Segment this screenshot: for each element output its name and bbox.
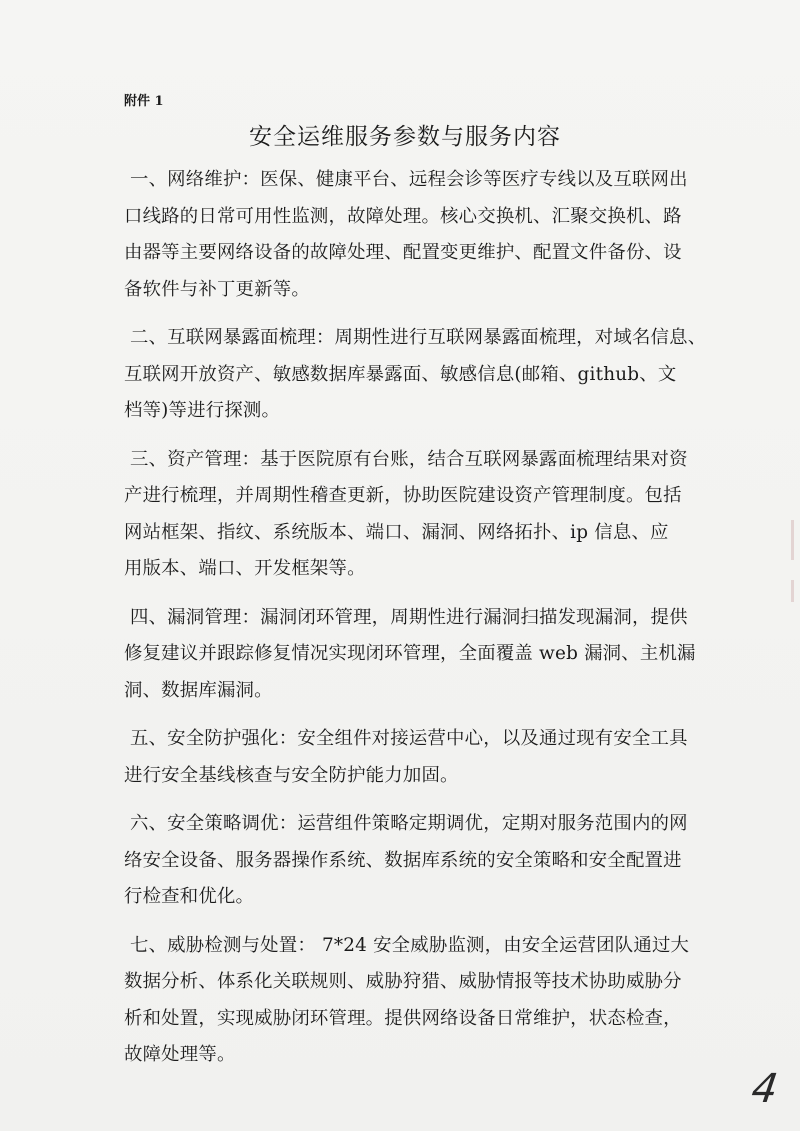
paragraph-line: 六、安全策略调优：运营组件策略定期调优，定期对服务范围内的网 [130,813,688,834]
paragraph-line: 档等)等进行探测。 [124,400,281,421]
paragraph-line: 口线路的日常可用性监测，故障处理。核心交换机、汇聚交换机、路 [124,205,682,227]
paragraph-line: 行检查和优化。 [124,886,255,907]
paragraph-line: 故障处理等。 [124,1044,236,1065]
paragraph-line: 洞、数据库漏洞。 [124,679,273,701]
paragraph-line: 进行安全基线核查与安全防护能力加固。 [124,764,459,786]
paragraph-line: 备软件与补丁更新等。 [124,278,310,300]
paragraph-line: 四、漏洞管理：漏洞闭环管理，周期性进行漏洞扫描发现漏洞，提供 [130,606,688,628]
section-exposure-surface [124,320,707,430]
section-policy-tuning [124,806,700,916]
paragraph-line: 产进行梳理，并周期性稽查更新，协助医院建设资产管理制度。包括 [124,485,682,506]
attachment-label: 附件 1 [124,94,164,109]
section-asset-management [124,442,700,588]
paragraph-line: 互联网开放资产、敏感数据库暴露面、敏感信息(邮箱、github、文 [124,363,677,385]
paragraph-line: 五、安全防护强化：安全组件对接运营中心，以及通过现有安全工具 [130,728,688,749]
paragraph-line: 络安全设备、服务器操作系统、数据库系统的安全策略和安全配置进 [124,849,682,871]
section-vulnerability-management [124,600,700,710]
handwritten-page-number: 4 [748,1066,781,1112]
paragraph-line: 七、威胁检测与处置： 7*24 安全威胁监测，由安全运营团队通过大 [130,934,690,956]
paragraph-line: 由器等主要网络设备的故障处理、配置变更维护、配置文件备份、设 [124,242,682,263]
section-threat-detection [124,928,700,1074]
paragraph-line: 修复建议并跟踪修复情况实现闭环管理，全面覆盖 web 漏洞、主机漏 [124,643,696,664]
paragraph-line: 三、资产管理：基于医院原有台账，结合互联网暴露面梳理结果对资 [130,448,688,470]
document-title: 安全运维服务参数与服务内容 [249,124,561,150]
section-security-hardening [124,721,700,794]
paragraph-line: 用版本、端口、开发框架等。 [124,558,366,579]
paragraph-line: 网站框架、指纹、系统版本、端口、漏洞、网络拓扑、ip 信息、应 [124,521,669,543]
scan-artifact [791,580,794,602]
paragraph-line: 数据分析、体系化关联规则、威胁狩猎、威胁情报等技术协助威胁分 [124,971,682,992]
paragraph-line: 析和处置，实现威胁闭环管理。提供网络设备日常维护，状态检查， [124,1007,682,1029]
section-network-maintenance [124,162,700,308]
paragraph-line: 一、网络维护：医保、健康平台、远程会诊等医疗专线以及互联网出 [130,169,688,190]
paragraph-line: 二、互联网暴露面梳理：周期性进行互联网暴露面梳理，对域名信息、 [130,327,707,348]
service-content-list [124,162,707,1086]
scan-artifact [791,520,794,560]
